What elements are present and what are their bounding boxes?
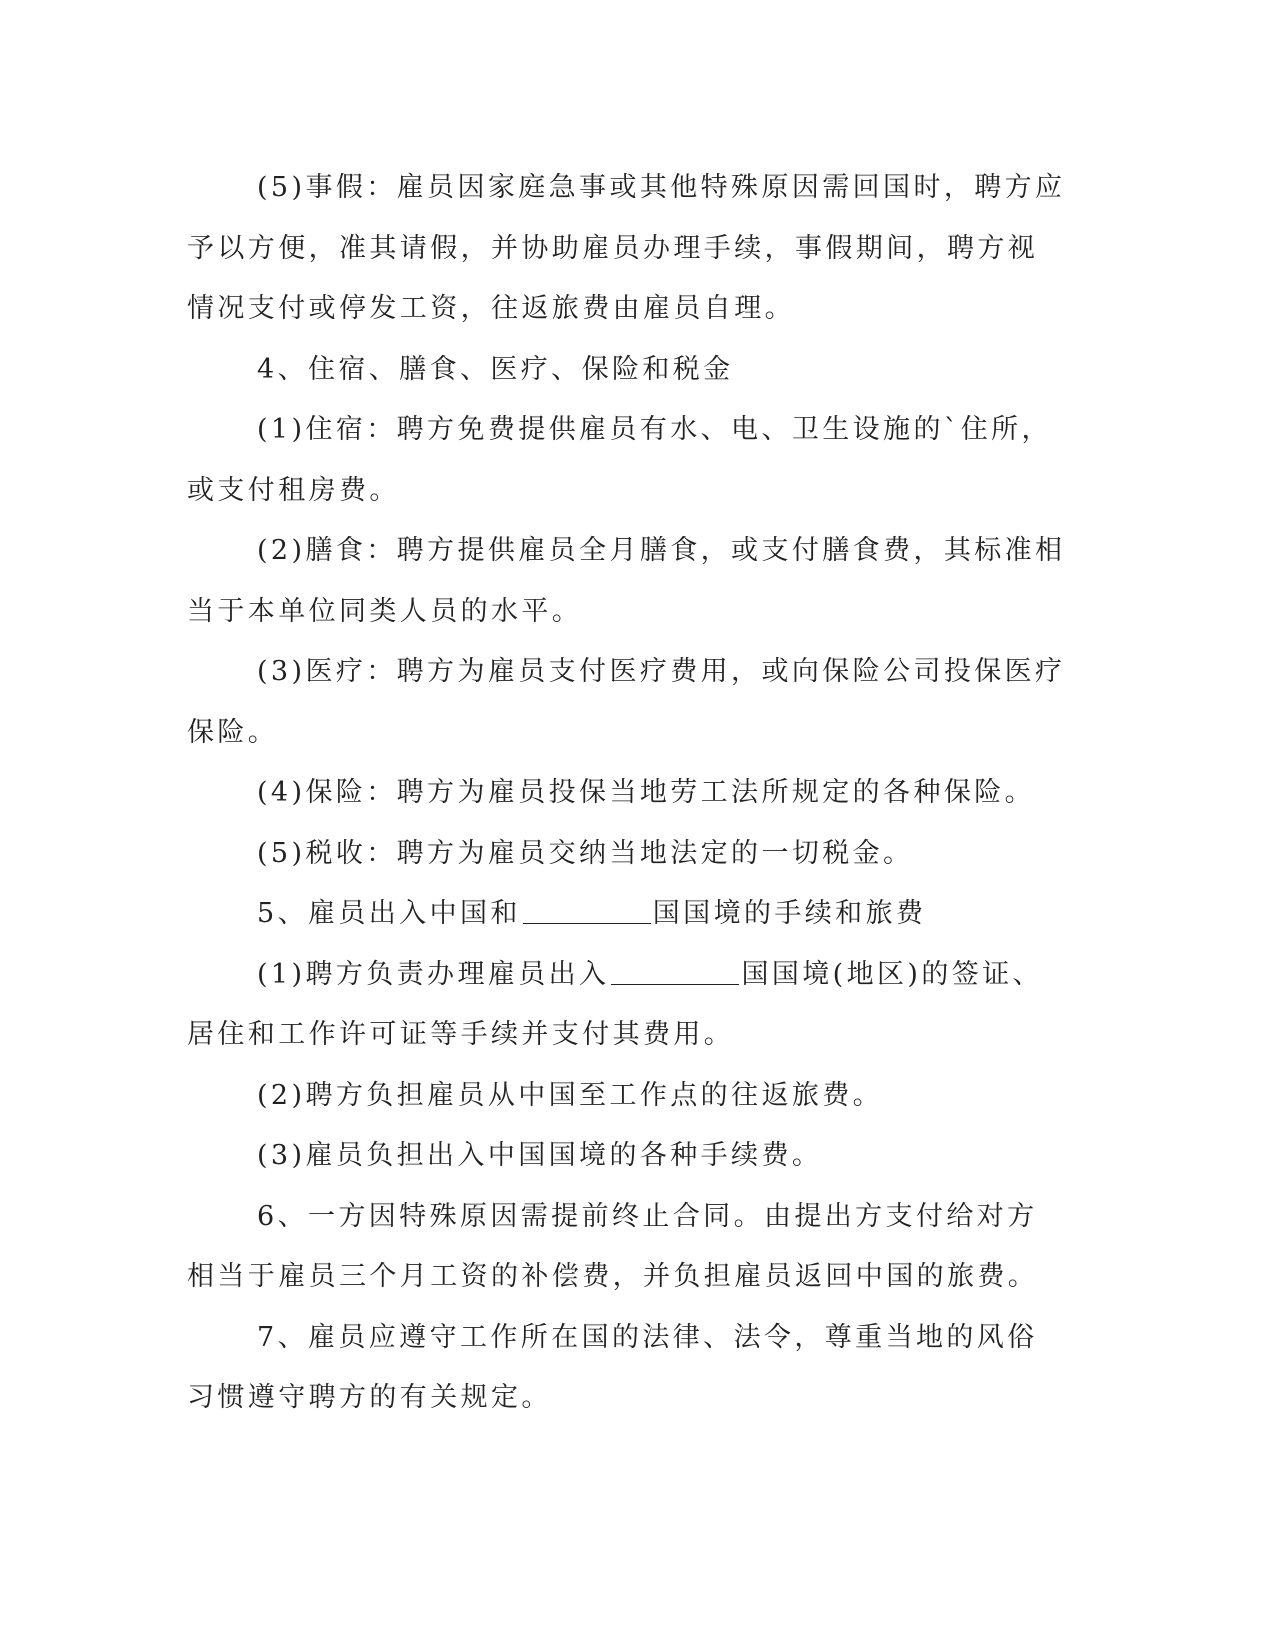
section-heading-4: 4、住宿、膳食、医疗、保险和税金 (257, 353, 734, 385)
paragraph-tax: (5)税收：聘方为雇员交纳当地法定的一切税金。 (257, 837, 914, 869)
section-paragraph-7: 7、雇员应遵守工作所在国的法律、法令，尊重当地的风俗习惯遵守聘方的有关规定。 (187, 1321, 1038, 1413)
paragraph-accommodation: (1)住宿：聘方免费提供雇员有水、电、卫生设施的`住所，或支付租房费。 (187, 414, 1052, 506)
heading-5-after-blank: 国国境的手续和旅费 (652, 898, 927, 929)
visa-after-blank: 国国境(地区)的签证、居住和工作许可证等手续并支付其费用。 (187, 958, 1043, 1050)
fill-in-blank (611, 957, 739, 985)
paragraph-travel-cost: (2)聘方负担雇员从中国至工作点的往返旅费。 (257, 1079, 884, 1111)
document-body (187, 158, 1067, 1429)
paragraph-fees: (3)雇员负担出入中国国境的各种手续费。 (257, 1140, 823, 1171)
paragraph-insurance: (4)保险：聘方为雇员投保当地劳工法所规定的各种保险。 (257, 777, 1036, 808)
fill-in-blank (523, 896, 651, 924)
paragraph-personal-leave: (5)事假：雇员因家庭急事或其他特殊原因需回国时，聘方应予以方便，准其请假，并协助雇员办理手续，事假期间，聘方视情况支付或停发工资，往返旅费由雇员自理。 (187, 172, 1066, 324)
paragraph-meals: (2)膳食：聘方提供雇员全月膳食，或支付膳食费，其标准相当于本单位同类人员的水平。 (187, 535, 1066, 627)
section-heading-5 (187, 884, 1067, 945)
visa-before-blank: (1)聘方负责办理雇员出入 (257, 958, 610, 990)
paragraph-medical: (3)医疗：聘方为雇员支付医疗费用，或向保险公司投保医疗保险。 (187, 656, 1066, 748)
paragraph-visa (187, 945, 1067, 1066)
section-paragraph-6: 6、一方因特殊原因需提前终止合同。由提出方支付给对方相当于雇员三个月工资的补偿费，并负担雇员返回中国的旅费。 (187, 1200, 1039, 1292)
heading-5-before-blank: 5、雇员出入中国和 (257, 898, 521, 929)
